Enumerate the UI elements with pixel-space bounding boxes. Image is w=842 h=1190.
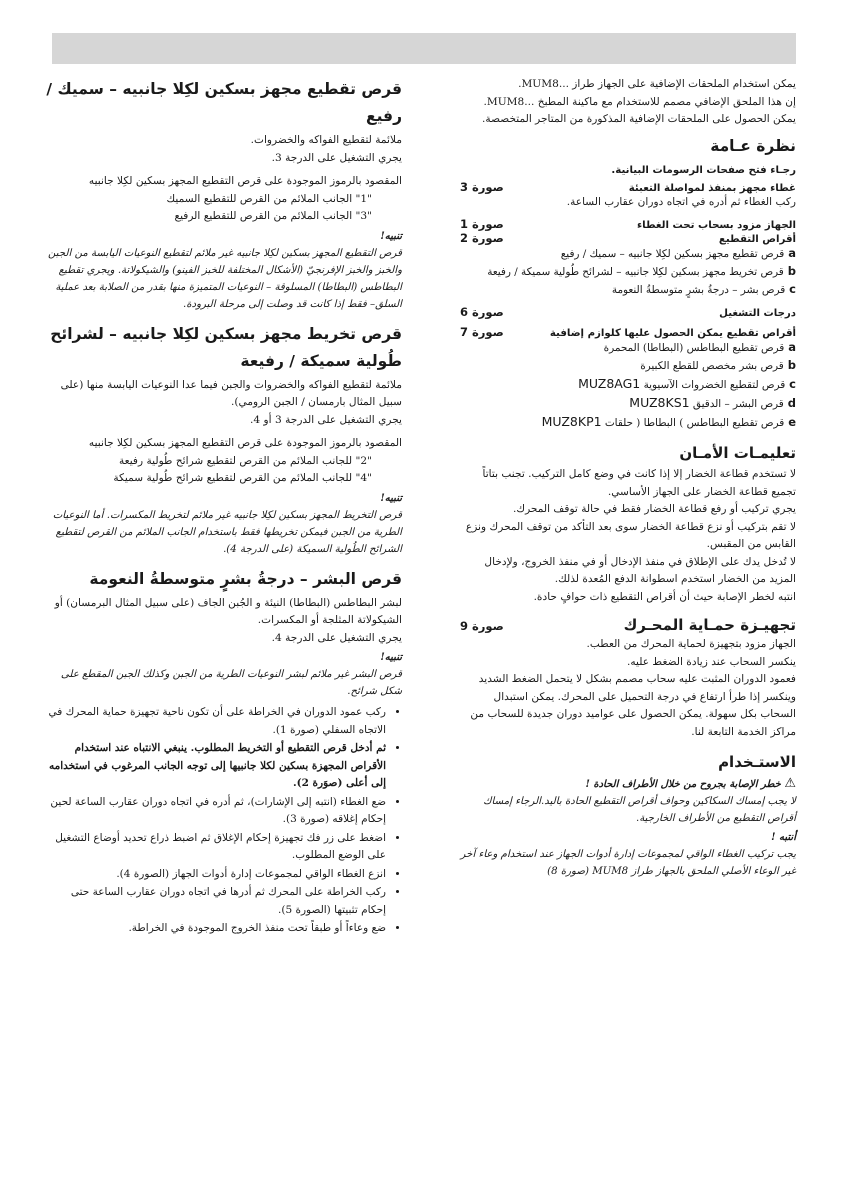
sec1-sides-intro: المقصود بالرموز الموجودة على قرص التقطيع المجهز بسكين لكِلا جانبيه (88, 175, 402, 187)
list-item: • ضع الغطاء (انتبه إلى الإشارات)، ثم أدره في اتجاه دوران عقارب الساعة لحين إحكام إغلاقه (صورة 3). (44, 794, 386, 829)
cover-title: غطاء مجهز بمنفذ لمواصلة التعبئة (628, 182, 796, 194)
sec1-title: قرص تقطيع مجهز بسكين لكِلا جانبيه – سميك / رفيع (46, 80, 402, 125)
intro-line-1: يمكن استخدام الملحقات الإضافية على الجهاز طراز ...MUM8. (518, 78, 796, 90)
sec2-note-label: تنبيه! (380, 492, 402, 504)
header-bar (52, 33, 796, 64)
disc-item: aقرص تقطيع مجهز بسكين لكِلا جانبيه – سميك / رفيع (560, 246, 796, 260)
disc-item: cقرص بشر – درجةُ بشرٍ متوسطةُ النعومة (611, 282, 796, 296)
list-item: • ضع وعاءاً أو طبقاً تحت منفذ الخروج الموجودة في الخراطة. (44, 920, 386, 938)
sec2-note: قرص التخريط المجهز بسكين لكِلا جانبيه غير ملائم لتخريط المكسرات. أما النوعيات الطرية من الجبن فيمكن تخريطها فقط باستخدام الجانب الملائم من القرص لتقطيع الشرائح الطُولية السميكة (على الدرجة 4). (52, 509, 402, 555)
device-row (460, 217, 796, 231)
accessory-item: dقرص البشر – الدقيق MUZ8KS1 (629, 395, 796, 410)
sec2-side: "4" للجانب الملائم من القرص لتقطيع شرائح طُولية سميكة (113, 472, 372, 484)
sec2-line: ملائمة لتقطيع الفواكه والخضروات والجبن فيما عدا النوعيات اليابسة منها (على سبيل المثال بارمسان / الجبن الرومي). (60, 378, 402, 408)
list-item: • ركب الخراطة على المحرك ثم أدرها في اتجاه دوران عقارب الساعة حتى إحكام تثبيتها (الصورة 5). (44, 884, 386, 919)
steps-list (44, 704, 402, 938)
usage-warning-text: لا يجب إمساك السكاكين وحواف أقراص التقطيع الحادة باليد.الرجاء إمساك أقراص التقطيع من الأطراف الخارجية. (483, 796, 796, 824)
sec1-side: "1" الجانب الملائم من القرص للتقطيع السميك (166, 192, 372, 205)
list-item: • انزع الغطاء الواقي لمجموعات إدارة أدوات الجهاز (الصورة 4). (44, 866, 386, 884)
sec2-title: قرص تخريط مجهز بسكين لكِلا جانبيه – لشرائح طُولية سميكة / رفيعة (50, 324, 402, 370)
device-ref: صورة 1 (460, 217, 504, 231)
accessory-code: MUZ8KS1 (629, 395, 690, 410)
list-item: • ثم أدخل قرص التقطيع أو التخريط المطلوب. ينبغي الانتباه عند استخدام الأقراص المجهزة بسكين لكلا جانبيها إلى توجه الجانب المرغوب في استخدامه إلى أعلى (صوَرة 2). (44, 740, 386, 793)
safety-line: يجري تركيب أو رفع قطاعة الخضار فقط في حالة توقف المحرك. (512, 503, 796, 515)
warning-icon: ⚠ (784, 776, 796, 791)
accessories-title: أقراص تقطيع يمكن الحصول عليها كلوازم إضافية (549, 328, 796, 339)
sec1-line: ملائمة لتقطيع الفواكه والخضروات. (250, 134, 402, 146)
safety-title: تعليمـات الأمـان (679, 444, 796, 462)
sec3-title: قرص البشر – درجةُ بشرٍ متوسطةُ النعومة (89, 569, 402, 588)
intro-line-3: يمكن الحصول على الملحقات الإضافية المذكورة من المتاجر المتخصصة. (482, 113, 796, 125)
accessory-item: cقرص لتقطيع الخضروات الآسيوية MUZ8AG1 (578, 376, 796, 391)
speeds-ref: صورة 6 (460, 305, 504, 319)
accessory-code: MUZ8KP1 (541, 414, 602, 429)
sec1-line: يجري التشغيل على الدرجة 3. (271, 151, 402, 164)
speeds-title: درجات التشغيل (719, 308, 796, 319)
intro-line-2: إن هذا الملحق الإضافي مصمم للاستخدام مع ماكينة المطبخ ...MUM8. (483, 95, 796, 108)
sec3-note-label: تنبيه! (380, 652, 402, 663)
left-column (44, 76, 402, 939)
list-item: • ركب عمود الدوران في الخراطة على أن تكون ناحية تجهيزة حماية المحرك في الاتجاه السفلي (صورة 1). (44, 704, 386, 739)
motor-line: الجهاز مزود بتجهيزة لحماية المحرك من العطب. (586, 638, 796, 650)
safety-line: لا تقم بتركيب أو نزع قطاعة الخضار سوى بعد التأكد من توقف المحرك ونزع القابس من المقبس. (465, 520, 796, 550)
accessory-item: eقرص تقطيع البطاطس ) البطاطا ( حلقات MUZ8KP1 (541, 414, 796, 429)
discs-title: أقراص التقطيع (718, 234, 796, 245)
motor-ref: صورة 9 (460, 619, 504, 633)
device-title: الجهاز مزود بسحاب تحت الغطاء (636, 220, 796, 231)
usage-attention-text: يجب تركيب الغطاء الواقي لمجموعات إدارة أدوات الجهاز عند استخدام وعاء آخر غير الوعاء الأصلي الملحق بالجهاز طراز MUM8 (صورة 8) (460, 849, 796, 877)
sec2-side: "2" للجانب الملائم من القرص لتقطيع شرائح طُولية رفيعة (118, 454, 372, 467)
sec2-sides-intro: المقصود بالرموز الموجودة على قرص التقطيع المجهز بسكين لكِلا جانبيه (88, 437, 402, 449)
right-column (460, 76, 796, 880)
motor-title: تجهيـزة حمـاية المحـرك (623, 616, 796, 634)
accessory-item: aقرص تقطيع البطاطس (البطاطا) المحمرة (603, 340, 796, 354)
sec1-note-label: تنبيه! (380, 230, 402, 242)
usage-warning-title: ⚠ خطر الإصابة بجروح من خلال الأطراف الحادة ! (585, 776, 796, 791)
overview-lead: رجـاء فتح صفحات الرسومات البيانية. (611, 164, 796, 176)
speeds-row (460, 305, 796, 319)
motor-line: ينكسر السحاب عند زيادة الضغط عليه. (626, 655, 796, 668)
disc-item: bقرص تخريط مجهز بسكين لكِلا جانبيه – لشرائح طُولية سميكة / رفيعة (487, 264, 796, 278)
sec3-note: قرص البشر غير ملائم لبشر النوعيات الطرية من الجبن وكذلك الجبن المقطع على شكل شرائح. (60, 669, 402, 697)
safety-line: لا تستخدم قطاعة الخضار إلا إذا كانت في وضع كامل التركيب. تجنب بتاتاً تجميع قطاعة الخضار على الجهاز الأساسي. (482, 468, 796, 498)
usage-attention: أنتبه ! (771, 832, 796, 843)
accessories-row (460, 325, 796, 339)
safety-line: انتبه لخطر الإصابة حيث أن أقراص التقطيع ذات حوافٍ حادة. (533, 590, 796, 603)
motor-line: فعمود الدوران المثبت عليه سحاب مصمم بشكل لا يتحمل الضغط الشديد وينكسر إذا طرأ ارتفاع في درجة التحميل على المحرك. يمكن استبدال السحاب بكل سهولة. يمكن الحصول على عواميد دوران جديدة للسحاب من مراكز الخدمة التابعة لنا. (470, 673, 796, 738)
sec1-note: قرص التقطيع المجهز بسكين لكِلا جانبيه غير ملائم لتقطيع النوعيات اليابسة من الجبن والخبز والخبز الإفرنجيّ (الأشكال المختلفة للخبز الفينو) والشيكولاتة. ويجري تقطيع البطاطس (البطاطا) المسلوقة – النوعيات المتميزة منها بقدر من الصلابة بعد عملية السلق– فقط إذا كانت قد وصلت إلى مرحلة البرودة. (48, 247, 402, 310)
list-item: • اضغط على زر فك تجهيزة إحكام الإغلاق ثم اضبط ذراع تحديد أوضاع التشغيل على الوضع المطلوب. (44, 830, 386, 865)
usage-title: الاستـخدام (718, 753, 796, 771)
cover-text: ركب الغطاء ثم أدره في اتجاه دوران عقارب الساعة. (566, 195, 796, 208)
accessory-code: MUZ8AG1 (578, 376, 641, 391)
discs-ref: صورة 2 (460, 231, 504, 245)
sec2-line: يجري التشغيل على الدرجة 3 أو 4. (250, 413, 402, 426)
motor-row (460, 614, 796, 636)
overview-title: نظرة عـامة (710, 136, 796, 155)
cover-row (460, 180, 796, 194)
sec3-line: يجري التشغيل على الدرجة 4. (271, 631, 402, 644)
cover-ref: صورة 3 (460, 179, 504, 194)
accessory-item: bقرص بشر مخصص للقطع الكبيرة (640, 358, 796, 372)
sec3-line: لبشر البطاطس (البطاطا) النيئة و الجُبن الجاف (على سبيل المثال البرمسان) أو الشيكولاتة المثلجة أو المكسرات. (54, 596, 402, 626)
sec1-side: "3" الجانب الملائم من القرص للتقطيع الرفيع (174, 210, 372, 222)
accessories-ref: صورة 7 (460, 325, 504, 339)
safety-line: لا تُدخل يدك على الإطلاق في منفذ الإدخال أو في منفذ الخروج، ولإدخال المزيد من الخضار استخدم اسطوانة الدفع المُعدة لذلك. (484, 555, 796, 585)
discs-row (460, 231, 796, 245)
